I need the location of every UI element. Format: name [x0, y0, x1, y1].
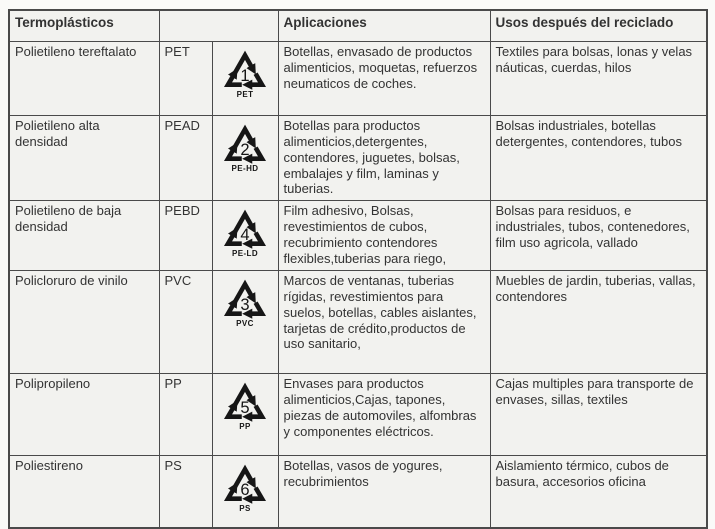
thermoplastic-name-cell: Policloruro de vinilo: [9, 271, 159, 374]
usos-reciclado-cell: Cajas multiples para transporte de envases, sillas, textiles: [490, 374, 707, 456]
thermoplastic-name-cell: Polietileno de baja densidad: [9, 201, 159, 271]
table-row: [9, 271, 707, 374]
aplicaciones-cell: Botellas, vasos de yogures, recubrimientos: [278, 456, 490, 528]
recycling-symbol-cell: [212, 374, 278, 456]
recycling-arrows-icon: [221, 379, 269, 425]
header-aplicaciones: Aplicaciones: [278, 10, 490, 42]
recycling-symbol-cell: [212, 116, 278, 201]
table-row: [9, 201, 707, 271]
recycling-arrows-icon: [221, 47, 269, 93]
resin-code-number: 4: [240, 225, 249, 244]
header-empty-cell: [159, 10, 278, 42]
resin-code-number: 5: [240, 398, 249, 417]
resin-code-label: PE-LD: [221, 249, 269, 259]
resin-code-label: PET: [221, 90, 269, 100]
usos-reciclado-cell: Bolsas industriales, botellas detergentes, contendores, tubos: [490, 116, 707, 201]
recycling-symbol-icon: [221, 461, 269, 514]
table-row: [9, 42, 707, 116]
resin-code-label: PVC: [221, 319, 269, 329]
thermoplastic-abbr-cell: PET: [159, 42, 212, 116]
aplicaciones-cell: Marcos de ventanas, tuberias rígidas, revestimientos para suelos, botellas, cables aislantes, tarjetas de crédito,productos de uso sanitario,: [278, 271, 490, 374]
recycling-arrows-icon: [221, 276, 269, 322]
resin-code-label: PP: [221, 422, 269, 432]
usos-reciclado-cell: Muebles de jardin, tuberias, vallas, contendores: [490, 271, 707, 374]
recycling-symbol-cell: [212, 42, 278, 116]
header-termoplasticos: Termoplásticos: [9, 10, 159, 42]
recycling-symbol-icon: [221, 276, 269, 329]
resin-code-number: 1: [240, 66, 249, 85]
recycling-symbol-icon: [221, 379, 269, 432]
recycling-symbol-cell: [212, 271, 278, 374]
recycling-symbol-cell: [212, 201, 278, 271]
table-row: [9, 116, 707, 201]
recycling-symbol-icon: [221, 47, 269, 100]
thermoplastic-abbr-cell: PEBD: [159, 201, 212, 271]
recycling-arrows-icon: [221, 461, 269, 507]
recycling-symbol-icon: [221, 206, 269, 259]
usos-reciclado-cell: Aislamiento térmico, cubos de basura, accesorios oficina: [490, 456, 707, 528]
thermoplastic-name-cell: Polipropileno: [9, 374, 159, 456]
recycling-symbol-cell: [212, 456, 278, 528]
usos-reciclado-cell: Textiles para bolsas, lonas y velas náuticas, cuerdas, hilos: [490, 42, 707, 116]
header-usos-reciclado: Usos después del reciclado: [490, 10, 707, 42]
aplicaciones-cell: Film adhesivo, Bolsas, revestimientos de cubos, recubrimiento contendores flexibles,tuberias para riego,: [278, 201, 490, 271]
table-row: [9, 374, 707, 456]
table-body: [9, 42, 707, 528]
table-row: [9, 456, 707, 528]
resin-code-number: 2: [240, 140, 249, 159]
thermoplastic-abbr-cell: PVC: [159, 271, 212, 374]
recycling-symbol-icon: [221, 121, 269, 174]
resin-code-number: 6: [240, 480, 249, 499]
thermoplastic-abbr-cell: PS: [159, 456, 212, 528]
resin-code-number: 3: [240, 295, 249, 314]
resin-code-label: PE-HD: [221, 164, 269, 174]
recycling-arrows-icon: [221, 206, 269, 252]
resin-code-label: PS: [221, 504, 269, 514]
aplicaciones-cell: Botellas, envasado de productos alimenticios, moquetas, refuerzos neumaticos de coches.: [278, 42, 490, 116]
thermoplastic-name-cell: Poliestireno: [9, 456, 159, 528]
header-row: [9, 10, 707, 42]
thermoplastic-name-cell: Polietileno tereftalato: [9, 42, 159, 116]
aplicaciones-cell: Botellas para productos alimenticios,detergentes, contendores, juguetes, bolsas, embalajes y film, laminas y tuberias.: [278, 116, 490, 201]
thermoplastics-table: [8, 9, 708, 529]
thermoplastic-abbr-cell: PEAD: [159, 116, 212, 201]
aplicaciones-cell: Envases para productos alimenticios,Cajas, tapones, piezas de automoviles, alfombras y componentes eléctricos.: [278, 374, 490, 456]
thermoplastic-abbr-cell: PP: [159, 374, 212, 456]
usos-reciclado-cell: Bolsas para residuos, e industriales, tubos, contenedores, film uso agricola, vallado: [490, 201, 707, 271]
thermoplastic-name-cell: Polietileno alta densidad: [9, 116, 159, 201]
recycling-arrows-icon: [221, 121, 269, 167]
